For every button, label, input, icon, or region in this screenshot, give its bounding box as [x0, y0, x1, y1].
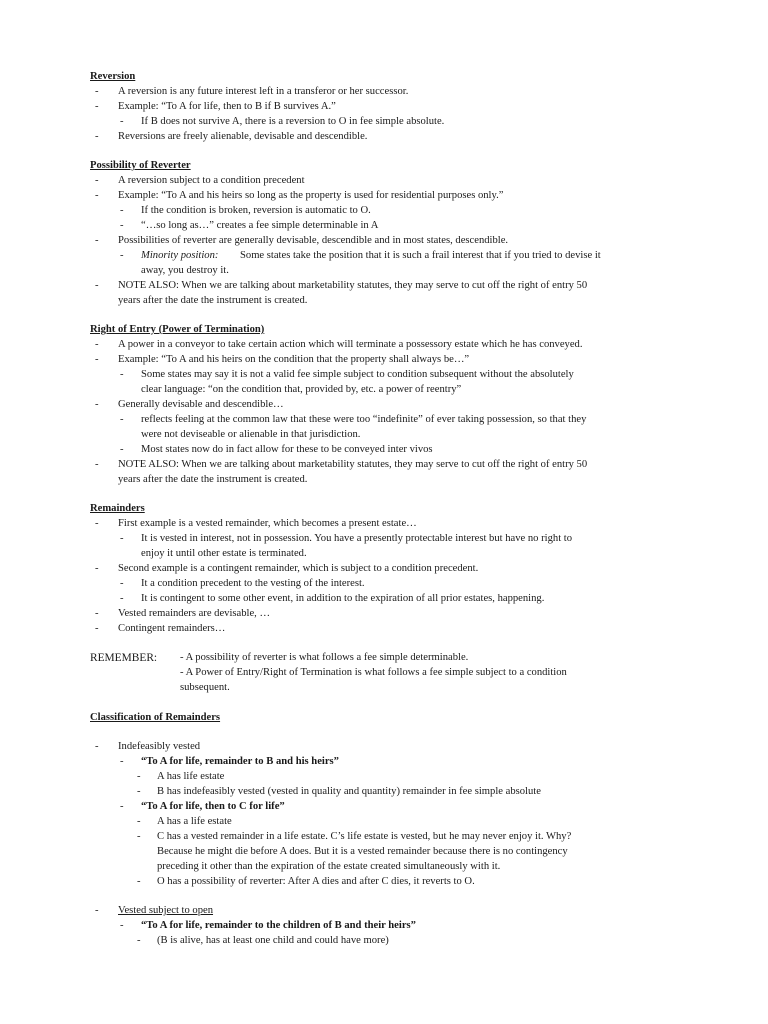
list-item-text: enjoy it until other estate is terminated. — [141, 548, 307, 559]
bullet-dash: - — [137, 771, 141, 782]
bullet-dash: - — [95, 518, 99, 529]
list-item-text: Second example is a contingent remainder, which is subject to a condition precedent. — [118, 563, 479, 574]
list-item-text: Vested subject to open — [118, 905, 214, 916]
list-item-text: preceding it other than the expiration of the estate created simultaneously with it. — [157, 861, 501, 872]
bullet-dash: - — [95, 280, 99, 291]
list-item-text: years after the date the instrument is created. — [118, 295, 308, 306]
list-item-text: O has a possibility of reverter: After A dies and after C dies, it reverts to O. — [157, 876, 475, 887]
bullet-dash: - — [137, 816, 141, 827]
heading-reversion: Reversion — [90, 71, 136, 82]
list-item-text: It is vested in interest, not in possession. You have a presently protectable interest but have no right to — [141, 533, 573, 544]
heading-classification-of-remainders: Classification of Remainders — [90, 712, 221, 723]
bullet-dash: - — [137, 786, 141, 797]
bullet-dash: - — [120, 369, 124, 380]
bullet-dash: - — [95, 905, 99, 916]
bullet-dash: - — [120, 116, 124, 127]
list-item-text: away, you destroy it. — [141, 265, 229, 276]
list-item-text: A power in a conveyor to take certain action which will terminate a possessory estate which he has conveyed. — [118, 339, 583, 350]
bullet-dash: - — [120, 756, 124, 767]
bullet-dash: - — [120, 414, 124, 425]
list-item-text: were not deviseable or alienable in that jurisdiction. — [141, 429, 361, 440]
bullet-dash: - — [95, 399, 99, 410]
list-item-text: B has indefeasibly vested (vested in quality and quantity) remainder in fee simple absolute — [157, 786, 541, 797]
list-item-text: Vested remainders are devisable, … — [118, 608, 271, 619]
bullet-dash: - — [120, 578, 124, 589]
bullet-dash: - — [95, 131, 99, 142]
heading-remainders: Remainders — [90, 503, 145, 514]
list-item-text: NOTE ALSO: When we are talking about marketability statutes, they may serve to cut off the right of entry 50 — [118, 280, 588, 291]
bullet-dash: - — [120, 444, 124, 455]
example-conveyance: “To A for life, then to C for life” — [141, 801, 285, 812]
bullet-dash: - — [95, 459, 99, 470]
bullet-dash: - — [95, 101, 99, 112]
bullet-dash: - — [95, 235, 99, 246]
remember-line: - A possibility of reverter is what follows a fee simple determinable. — [180, 652, 469, 663]
bullet-dash: - — [95, 175, 99, 186]
bullet-dash: - — [95, 608, 99, 619]
list-item-text: Reversions are freely alienable, devisable and descendible. — [118, 131, 368, 142]
heading-right-of-entry: Right of Entry (Power of Termination) — [90, 324, 265, 335]
list-item-text: NOTE ALSO: When we are talking about marketability statutes, they may serve to cut off the right of entry 50 — [118, 459, 588, 470]
list-item-text: clear language: “on the condition that, provided by, etc. a power of reentry” — [141, 384, 462, 395]
remember-line: - A Power of Entry/Right of Termination is what follows a fee simple subject to a condition — [180, 667, 567, 678]
list-item-text: Because he might die before A does. But it is a vested remainder because there is no contingency — [157, 846, 568, 857]
bullet-dash: - — [137, 831, 141, 842]
list-item-text: Indefeasibly vested — [118, 741, 201, 752]
list-item-text: “…so long as…” creates a fee simple determinable in A — [141, 220, 379, 231]
bullet-dash: - — [95, 623, 99, 634]
bullet-dash: - — [95, 563, 99, 574]
bullet-dash: - — [120, 205, 124, 216]
list-item-text: reflects feeling at the common law that these were too “indefinite” of ever taking possession, so that they — [141, 414, 587, 425]
bullet-dash: - — [120, 593, 124, 604]
heading-possibility-of-reverter: Possibility of Reverter — [90, 160, 191, 171]
list-item-text: Most states now do in fact allow for these to be conveyed inter vivos — [141, 444, 433, 455]
remember-line: subsequent. — [180, 682, 230, 693]
list-item-text: Example: “To A and his heirs so long as the property is used for residential purposes only.” — [118, 190, 504, 201]
bullet-dash: - — [120, 920, 124, 931]
list-item-text: (B is alive, has at least one child and could have more) — [157, 935, 389, 946]
minority-position-label: Minority position: — [141, 250, 219, 261]
bullet-dash: - — [137, 876, 141, 887]
list-item-text: A has life estate — [157, 771, 225, 782]
list-item-text: A reversion is any future interest left in a transferor or her successor. — [118, 86, 409, 97]
list-item-text: A has a life estate — [157, 816, 232, 827]
list-item-text: Possibilities of reverter are generally devisable, descendible and in most states, descendible. — [118, 235, 509, 246]
list-item-text: If the condition is broken, reversion is automatic to O. — [141, 205, 371, 216]
bullet-dash: - — [120, 801, 124, 812]
list-item-text: Example: “To A for life, then to B if B survives A.” — [118, 101, 336, 112]
list-item-text: Some states may say it is not a valid fee simple subject to condition subsequent without the absolutely — [141, 369, 574, 380]
list-item-text: Generally devisable and descendible… — [118, 399, 284, 410]
bullet-dash: - — [137, 935, 141, 946]
bullet-dash: - — [95, 354, 99, 365]
list-item-text: Example: “To A and his heirs on the condition that the property shall always be…” — [118, 354, 470, 365]
remember-label: REMEMBER: — [90, 652, 158, 664]
bullet-dash: - — [120, 533, 124, 544]
list-item-text: C has a vested remainder in a life estate. C’s life estate is vested, but he may never enjoy it. Why? — [157, 831, 572, 842]
example-conveyance: “To A for life, remainder to the children of B and their heirs” — [141, 920, 416, 931]
list-item-text: First example is a vested remainder, which becomes a present estate… — [118, 518, 417, 529]
bullet-dash: - — [95, 339, 99, 350]
list-item-text: Some states take the position that it is such a frail interest that if you tried to devise it — [240, 250, 601, 261]
list-item-text: It is contingent to some other event, in addition to the expiration of all prior estates, happening. — [141, 593, 545, 604]
list-item-text: years after the date the instrument is created. — [118, 474, 308, 485]
bullet-dash: - — [95, 86, 99, 97]
bullet-dash: - — [120, 220, 124, 231]
bullet-dash: - — [120, 250, 124, 261]
list-item-text: It a condition precedent to the vesting of the interest. — [141, 578, 365, 589]
example-conveyance: “To A for life, remainder to B and his heirs” — [141, 756, 339, 767]
list-item-text: A reversion subject to a condition precedent — [118, 175, 305, 186]
list-item-text: Contingent remainders… — [118, 623, 226, 634]
list-item-text: If B does not survive A, there is a reversion to O in fee simple absolute. — [141, 116, 445, 127]
bullet-dash: - — [95, 190, 99, 201]
bullet-dash: - — [95, 741, 99, 752]
